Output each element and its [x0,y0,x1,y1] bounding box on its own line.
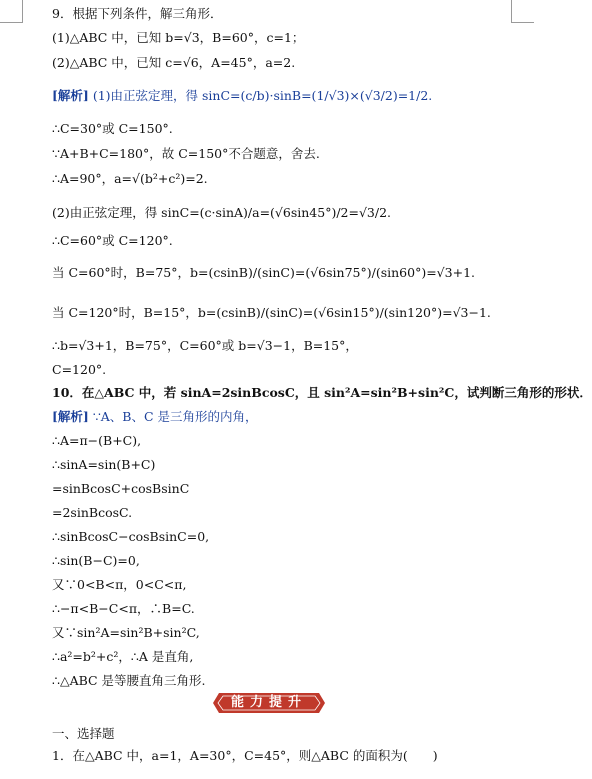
analysis-label: [解析] [52,409,89,424]
page-corner-mark [511,0,534,23]
solution-line: ∵A+B+C=180°，故 C=150°不合题意，舍去. [52,146,320,161]
section-banner [213,691,325,715]
solution-line: ∴C=60°或 C=120°. [52,233,173,248]
problem-10: 10．在△ABC 中，若 sinA=2sinBcosC，且 sin²A=sin²B+sin²C，试判断三角形的形状． [52,385,592,400]
solution-line: =sinBcosC+cosBsinC [52,481,190,496]
solution-line: ∴C=30°或 C=150°. [52,121,173,136]
solution-line: ∴A=90°，a=√(b²+c²)=2. [52,171,208,186]
solution-line: ∴sin(B−C)=0, [52,553,140,568]
problem-9-part1: (1)△ABC 中，已知 b=√3，B=60°，c=1； [52,30,305,45]
solution-line: ∴A=π−(B+C), [52,433,142,448]
solution-line: 又∵sin²A=sin²B+sin²C, [52,625,200,640]
solution-line: ∴△ABC 是等腰直角三角形. [52,673,206,688]
solution-line: ∴sinA=sin(B+C) [52,457,156,472]
solution-9-start: [解析] (1)由正弦定理，得 sinC=(c/b)·sinB=(1/√3)×(√3/2)=1/2. [52,88,433,103]
problem-9: 9．根据下列条件，解三角形． [52,6,223,21]
solution-line: =2sinBcosC. [52,505,133,520]
solution-line: 当 C=120°时，B=15°，b=(csinB)/(sinC)=(√6sin15°)/(sin120°)=√3−1. [52,305,491,320]
banner-title: 能力提升 [230,695,307,710]
solution-line: ∴b=√3+1，B=75°，C=60°或 b=√3−1，B=15°， [52,338,358,353]
solution-line: 当 C=60°时，B=75°，b=(csinB)/(sinC)=(√6sin75°)/(sin60°)=√3+1. [52,265,475,280]
solution-line: ∴−π<B−C<π，∴B=C. [52,601,195,616]
solution-line: (2)由正弦定理，得 sinC=(c·sinA)/a=(√6sin45°)/2=√3/2. [52,205,392,220]
page-corner-mark [0,0,23,23]
analysis-label: [解析] [52,88,89,103]
solution-line: ∴sinBcosC−cosBsinC=0, [52,529,210,544]
question-1: 1．在△ABC 中，a=1，A=30°，C=45°，则△ABC 的面积为( ) [52,748,438,763]
solution-10-start: [解析] ∵A、B、C 是三角形的内角， [52,409,258,424]
solution-line: C=120°. [52,362,107,377]
solution-line: 又∵0<B<π，0<C<π, [52,577,187,592]
problem-9-part2: (2)△ABC 中，已知 c=√6，A=45°，a=2. [52,55,296,70]
solution-line: ∴a²=b²+c²，∴A 是直角, [52,649,194,664]
section-heading: 一、选择题 [52,726,115,741]
